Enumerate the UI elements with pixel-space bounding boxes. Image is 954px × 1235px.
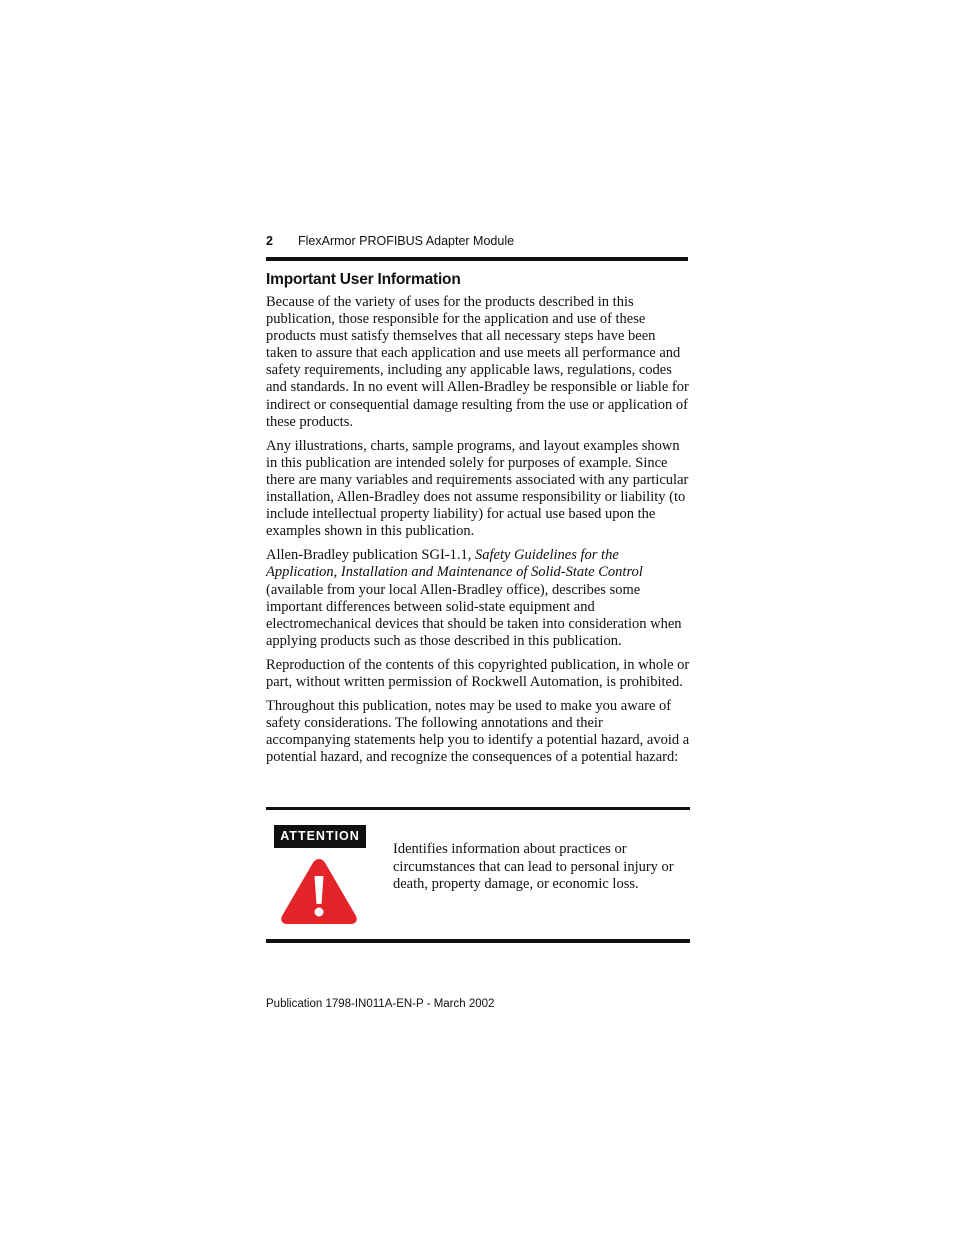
warning-triangle-icon [279,856,359,926]
paragraph-5: Throughout this publication, notes may be used to make you aware of safety considerations. The following annotations and their accompanying statements help you to identify a potential hazard, avoid a potential hazard, and recognize the consequences of a potential hazard: [266,698,690,766]
publication-title: Safety Guidelines for the Application, Installation and Maintenance of Solid-State Control [266,547,643,581]
paragraph-3 [266,547,690,650]
attention-rule-bottom [266,939,690,943]
attention-badge: ATTENTION [274,825,366,848]
paragraph-3-lead: Allen-Bradley publication SGI-1.1, [266,547,475,564]
exclamation-dot [315,908,324,917]
running-title: FlexArmor PROFIBUS Adapter Module [298,234,515,248]
attention-rule-top [266,807,690,810]
section-heading: Important User Information [266,271,461,288]
paragraph-1: Because of the variety of uses for the products described in this publication, those responsible for the application and use of these products must satisfy themselves that all necessary steps have been taken to assure that each application and use meets all performance and safety requirements, including any applicable laws, regulations, codes and standards. In no event will Allen-Bradley be responsible or liable for indirect or consequential damage resulting from the use or application of these products. [266,294,689,430]
paragraph-4: Reproduction of the contents of this copyrighted publication, in whole or part, without written permission of Rockwell Automation, is prohibited. [266,656,690,690]
attention-text: Identifies information about practices or circumstances that can lead to personal injury or death, property damage, or economic loss. [393,841,674,892]
publication-footer: Publication 1798-IN011A-EN-P - March 2002 [266,998,495,1010]
paragraph-2: Any illustrations, charts, sample programs, and layout examples shown in this publication are intended solely for purposes of example. Since there are many variables and requirements associated with any particular installation, Allen-Bradley does not assume responsibility or liability (to include intellectual property liability) for actual use based upon the examples shown in this publication. [266,437,689,540]
header-rule [266,257,688,261]
page-number: 2 [266,234,273,248]
section-body [266,294,690,773]
paragraph-3-rest: (available from your local Allen-Bradley office), describes some important differences between solid-state equipment and electromechanical devices that should be taken into consideration when applying products such as those described in this publication. [266,581,682,649]
page-header [266,234,688,250]
